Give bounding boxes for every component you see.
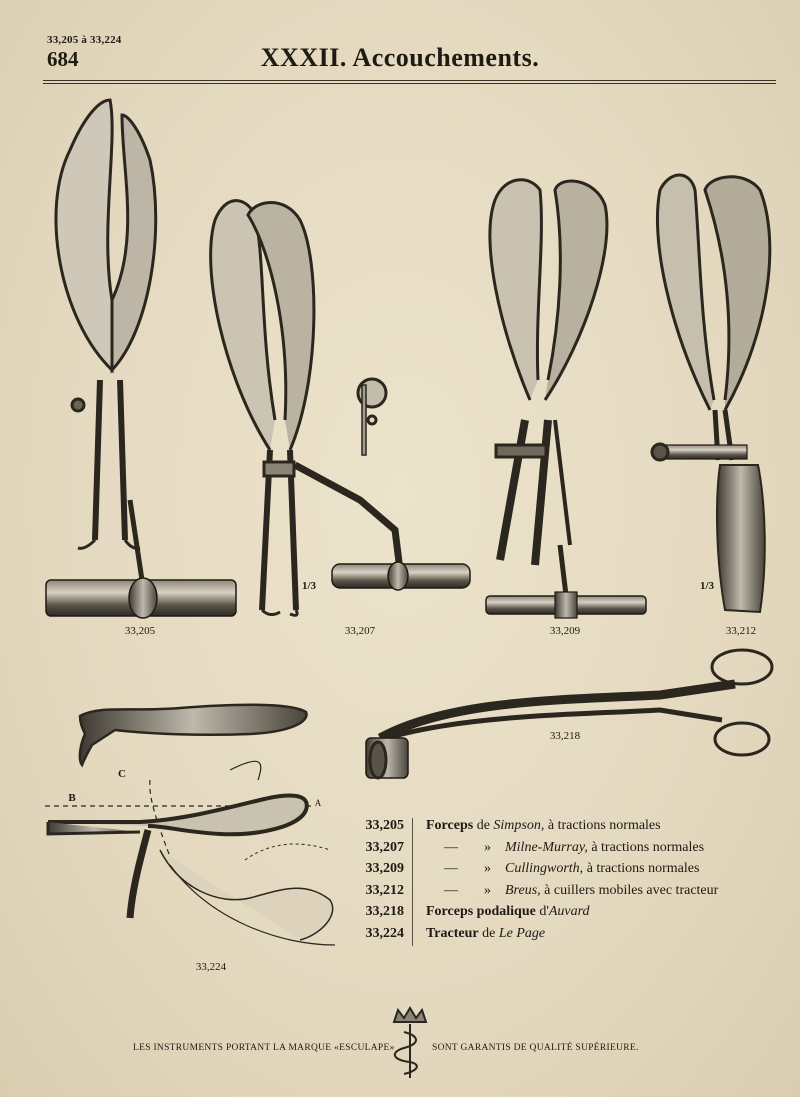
legend-code: 33,218 [365, 904, 404, 919]
tracteur-detail-illustration [80, 705, 307, 765]
scale-33207: 1/3 [302, 580, 317, 592]
forceps-cullingworth-illustration [486, 180, 646, 618]
caption-33212: 33,212 [725, 625, 757, 637]
legend-author: Auvard [548, 904, 590, 919]
legend-name: Forceps [426, 818, 474, 833]
esculape-logo [394, 1008, 426, 1078]
page-number: 684 [47, 47, 79, 71]
legend-code: 33,224 [365, 925, 404, 941]
caption-33207: 33,207 [344, 625, 376, 637]
scale-33212: 1/3 [700, 580, 715, 592]
legend-prep: » [484, 839, 491, 855]
legend-prep: » [484, 882, 491, 898]
diagram-label-b: B [68, 792, 76, 804]
item-range: 33,205 à 33,224 [47, 34, 122, 46]
forceps-milne-murray-illustration [211, 201, 470, 616]
page-title: XXXII. Accouchements. [260, 43, 540, 72]
legend-row [352, 818, 772, 840]
legend-name: Forceps podalique [426, 904, 536, 919]
legend-author: Breus, [505, 882, 541, 898]
legend-name: — [444, 839, 458, 855]
legend-author: Simpson, [493, 818, 545, 833]
legend-row [352, 926, 772, 948]
caption-33205: 33,205 [124, 625, 156, 637]
footer-left-text: LES INSTRUMENTS PORTANT LA MARQUE «ESCULAPE» [133, 1043, 395, 1053]
legend-code: 33,212 [365, 882, 404, 898]
legend-author: Milne-Murray, [505, 839, 588, 855]
legend-name: — [444, 861, 458, 876]
legend-desc: à tractions normales [591, 839, 705, 855]
legend-code: 33,205 [365, 818, 404, 833]
legend-code: 33,209 [365, 861, 404, 876]
legend-row [352, 904, 772, 926]
legend-author: Cullingworth, [505, 861, 584, 876]
instrument-legend [352, 818, 772, 947]
legend-author: Le Page [498, 925, 546, 941]
caption-33218: 33,218 [549, 730, 581, 742]
legend-code: 33,207 [365, 839, 404, 855]
legend-prep: de [476, 818, 490, 833]
diagram-label-a: A [314, 798, 322, 808]
legend-prep: » [484, 861, 491, 876]
forceps-breus-illustration [652, 175, 770, 612]
legend-row [352, 883, 772, 905]
diagram-label-c: C [118, 768, 126, 780]
caption-33209: 33,209 [549, 625, 581, 637]
legend-desc: à tractions normales [547, 818, 661, 833]
legend-name: — [444, 882, 458, 898]
legend-desc: à cuillers mobiles avec tracteur [544, 882, 719, 898]
legend-desc: à tractions normales [586, 861, 700, 876]
forceps-podalique-auvard-illustration [366, 650, 772, 778]
tracteur-le-page-diagram [45, 761, 335, 945]
legend-prep: d' [539, 904, 549, 919]
legend-prep: de [482, 925, 496, 941]
legend-name: Tracteur [426, 925, 479, 941]
footer-right-text: SONT GARANTIS DE QUALITÉ SUPÉRIEURE. [432, 1043, 639, 1053]
legend-row [352, 861, 772, 883]
caption-33224: 33,224 [195, 961, 227, 973]
legend-row [352, 840, 772, 862]
forceps-simpson-illustration [46, 100, 236, 618]
